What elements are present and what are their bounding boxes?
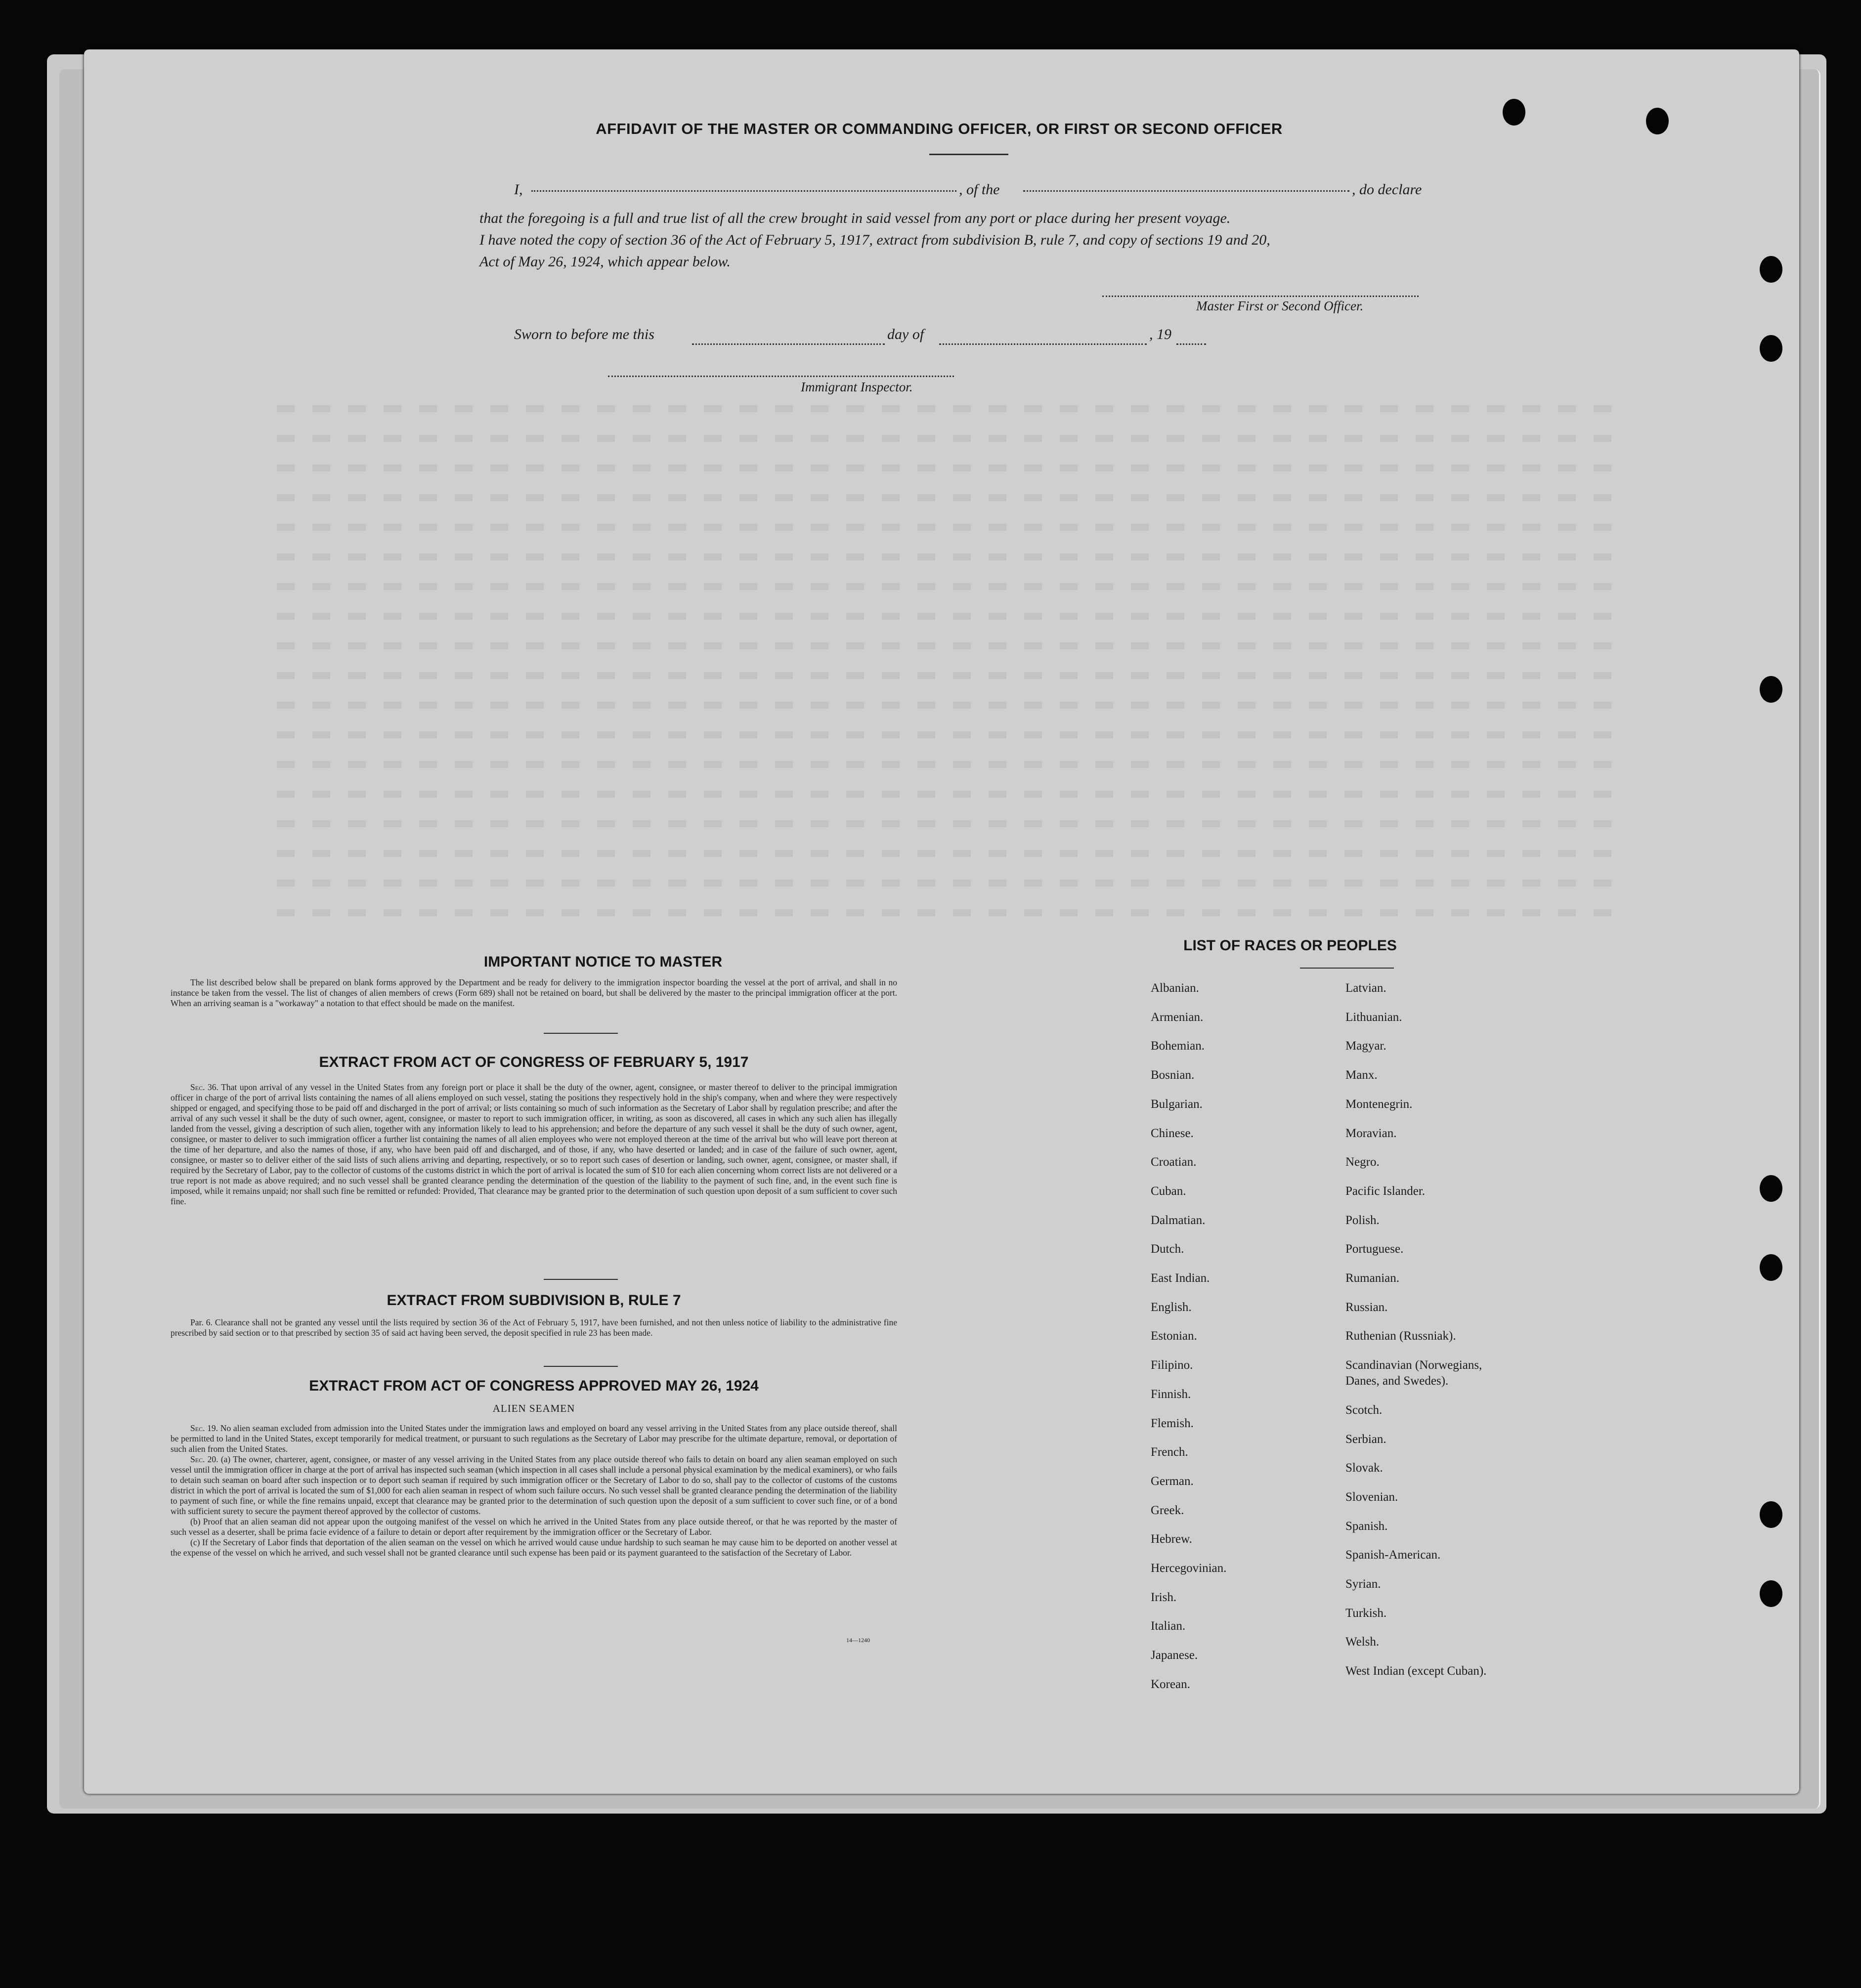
master-caption: Master First or Second Officer. xyxy=(1196,298,1364,313)
race-item: French. xyxy=(1151,1445,1188,1459)
inspector-caption: Immigrant Inspector. xyxy=(801,380,913,394)
vessel-name-field[interactable] xyxy=(1023,190,1349,192)
race-item: Ruthenian (Russniak). xyxy=(1345,1329,1456,1343)
race-item: Chinese. xyxy=(1151,1126,1194,1140)
punch-hole xyxy=(1646,108,1669,134)
extract-1917-title: EXTRACT FROM ACT OF CONGRESS OF FEBRUARY 5, 1917 xyxy=(319,1054,749,1070)
sworn-day-field[interactable] xyxy=(692,343,885,345)
affidavit-line-2: that the foregoing is a full and true list of all the crew brought in said vessel from any port or place during her present voyage. xyxy=(479,210,1231,226)
race-item: Korean. xyxy=(1151,1677,1190,1691)
extract-1924-title: EXTRACT FROM ACT OF CONGRESS APPROVED MAY 26, 1924 xyxy=(309,1378,759,1394)
race-item: Latvian. xyxy=(1345,981,1386,995)
inspector-signature-field[interactable] xyxy=(608,376,954,377)
punch-hole xyxy=(1760,1501,1782,1528)
sworn-month-field[interactable] xyxy=(939,343,1147,345)
race-item: Finnish. xyxy=(1151,1387,1191,1401)
sworn-label: Sworn to before me this xyxy=(514,326,654,342)
punch-hole xyxy=(1760,1175,1782,1202)
extract-1917-body: Sec. 36. That upon arrival of any vessel in the United States from any foreign port or place it shall be the duty of the owner, agent, consignee, or master thereof to deliver to the principal immigration officer in charge of the port of arrival lists containing the names of all aliens employed on such vessel, stating the positions they respectively hold in the ship's company, when and where they were respectively shipped or engaged, and specifying those to be paid off and discharged in the port of arrival; or lists containing so much of such information as the Secretary of Labor shall by regulation prescribe; and after the arrival of any such vessel it shall be the duty of such owner, agent, consignee, or master to report to such immigration officer, in writing, as soon as discovered, all cases in which any such alien has illegally landed from the vessel, giving a description of such alien, together with any information likely to lead to his apprehension; and before the departure of any such vessel it shall be the duty of such owner, agent, consignee, or master to deliver to such immigration officer a further list containing the names of all alien employees who were not employed thereon at the time of the arrival but who will leave port thereon at the time of her departure, and also the names of those, if any, who have been paid off and discharged, and of those, if any, who have deserted or landed; and in case of the failure of such owner, agent, consignee, or master so to deliver either of the said lists of such aliens arriving and departing, respectively, or so to report such cases of desertion or landing, such owner, agent, consignee, or master shall, if required by the Secretary of Labor, pay to the collector of customs of the customs district in which the port of arrival is located the sum of $10 for each alien concerning whom correct lists are not delivered or a true report is not made as above required; and no such vessel shall be granted clearance pending the determination of the question of the liability to the payment of such fine, and, in the event such fine is imposed, while it remains unpaid; nor shall such fine be remitted or refunded: Provided, That clearance may be granted prior to the determination of such question upon deposit of a sum sufficient to cover such fine. xyxy=(171,1082,897,1206)
rule7-body: Par. 6. Clearance shall not be granted any vessel until the lists required by section 36 of the Act of February 5, 1917, have been furnished, and not then unless notice of liability to the administrative fine prescribed by said section or to that prescribed by section 35 of said act having been served, the deposit specified in rule 23 has been made. xyxy=(171,1317,897,1338)
bleed-through-text xyxy=(277,405,1611,939)
race-item: Spanish-American. xyxy=(1345,1548,1441,1562)
race-item: Russian. xyxy=(1345,1300,1388,1314)
race-item: Dalmatian. xyxy=(1151,1213,1206,1227)
race-item: Turkish. xyxy=(1345,1606,1387,1620)
affidavit-line-3: I have noted the copy of section 36 of the Act of February 5, 1917, extract from subdivision B, rule 7, and copy of sections 19 and 20, xyxy=(479,232,1270,248)
alien-seamen-subtitle: ALIEN SEAMEN xyxy=(492,1402,575,1414)
race-item: Estonian. xyxy=(1151,1329,1197,1343)
notice-title: IMPORTANT NOTICE TO MASTER xyxy=(483,954,723,970)
sworn-year-label: , 19 xyxy=(1149,326,1171,342)
race-item: Dutch. xyxy=(1151,1242,1184,1256)
affidavit-do-declare-label: , do declare xyxy=(1352,181,1422,198)
race-item: Moravian. xyxy=(1345,1126,1397,1140)
divider xyxy=(544,1033,618,1034)
race-item: Bohemian. xyxy=(1151,1039,1205,1053)
punch-hole xyxy=(1503,99,1525,126)
affidavit-title: AFFIDAVIT OF THE MASTER OR COMMANDING OFFICER, OR FIRST OR SECOND OFFICER xyxy=(596,120,1283,137)
affidavit-line-4: Act of May 26, 1924, which appear below. xyxy=(479,254,731,270)
race-item: Syrian. xyxy=(1345,1577,1381,1591)
punch-hole xyxy=(1760,1254,1782,1281)
rule7-title: EXTRACT FROM SUBDIVISION B, RULE 7 xyxy=(387,1292,681,1309)
race-item: Italian. xyxy=(1151,1619,1186,1633)
race-item: Albanian. xyxy=(1151,981,1199,995)
divider xyxy=(544,1279,618,1280)
race-item: East Indian. xyxy=(1151,1271,1210,1285)
race-item: Rumanian. xyxy=(1345,1271,1400,1285)
race-item: German. xyxy=(1151,1474,1194,1488)
race-item: Hebrew. xyxy=(1151,1532,1192,1546)
race-item: Flemish. xyxy=(1151,1416,1194,1430)
punch-hole xyxy=(1760,676,1782,703)
race-item: Manx. xyxy=(1345,1068,1378,1082)
race-item: Bulgarian. xyxy=(1151,1097,1203,1111)
race-item: Spanish. xyxy=(1345,1519,1388,1533)
race-item: Slovenian. xyxy=(1345,1490,1398,1504)
races-title: LIST OF RACES OR PEOPLES xyxy=(1183,937,1397,954)
punch-hole xyxy=(1760,256,1782,283)
race-item: Hercegovinian. xyxy=(1151,1562,1227,1575)
race-item: Negro. xyxy=(1345,1155,1380,1169)
form-number: 14—1240 xyxy=(846,1637,870,1644)
punch-hole xyxy=(1760,335,1782,362)
race-item: Slovak. xyxy=(1345,1461,1383,1475)
master-signature-field[interactable] xyxy=(1102,296,1419,297)
extract-1924-body: Sec. 19. No alien seaman excluded from admission into the United States under the immigration laws and employed on board any vessel arriving in the United States from any place outside thereof, shall be permitted to land in the United States, except temporarily for medical treatment, or pursuant to such regulations as the Secretary of Labor may prescribe for the ultimate departure, removal, or deportation of such alien from the United States. Sec. 20. (a) The owner, charterer, agent, consignee, or master of any vessel arriving in the United States from any place outside thereof who fails to detain on board any alien seaman employed on such vessel until the immigration officer in charge at the port of arrival has inspected such seaman (which inspection in all cases shall include a personal physical examination by the medical examiners), or who fails to detain such seaman on board after such inspection or to deport such seaman if required by such immigration officer or the Secretary of Labor to do so, shall pay to the collector of customs of the customs district in which the port of arrival is located the sum of $1,000 for each alien seaman in respect of whom such failure occurs. No such vessel shall be granted clearance pending the determination of the liability to payment of such fine, or while the fine remains unpaid, except that clearance may be granted prior to the determination of such question upon the deposit of a sum sufficient to cover such fine, or of a bond with sufficient surety to secure the payment thereof approved by the collector of customs. (b) Proof that an alien seaman did not appear upon the outgoing manifest of the vessel on which he arrived in the United States from any place outside thereof, or that he was reported by the master of such vessel as a deserter, shall be prima facie evidence of a failure to detain or deport after requirement by the immigration officer or the Secretary of Labor. (c) If the Secretary of Labor finds that deportation of the alien seaman on the vessel on which he arrived would cause undue hardship to such seaman he may cause him to be deported on another vessel at the expense of the vessel on which he arrived, and such vessel shall not be granted clearance until such expense has been paid or its payment guaranteed to the satisfaction of the Secretary of Labor. xyxy=(171,1423,898,1558)
race-item: Pacific Islander. xyxy=(1345,1184,1426,1198)
race-item: Filipino. xyxy=(1151,1358,1193,1372)
race-item: Danes, and Swedes). xyxy=(1345,1374,1449,1388)
sworn-day-of-label: day of xyxy=(887,326,924,342)
affidavit-i-label: I, xyxy=(514,181,523,198)
race-item: West Indian (except Cuban). xyxy=(1345,1664,1487,1678)
race-item: Polish. xyxy=(1345,1213,1380,1227)
race-item: Scotch. xyxy=(1345,1403,1383,1417)
race-item: Armenian. xyxy=(1151,1010,1204,1024)
divider xyxy=(1300,968,1394,969)
divider xyxy=(544,1366,618,1367)
sworn-year-field[interactable] xyxy=(1176,343,1206,345)
divider xyxy=(929,154,1008,155)
punch-hole xyxy=(1760,1580,1782,1607)
race-item: Lithuanian. xyxy=(1345,1010,1402,1024)
race-item: Bosnian. xyxy=(1151,1068,1195,1082)
race-item: Japanese. xyxy=(1151,1649,1198,1662)
race-item: Greek. xyxy=(1151,1503,1184,1517)
affidavit-of-the-label: , of the xyxy=(959,181,1000,198)
race-item: Magyar. xyxy=(1345,1039,1386,1053)
race-item: Montenegrin. xyxy=(1345,1097,1413,1111)
race-item: Serbian. xyxy=(1345,1432,1386,1446)
race-item: English. xyxy=(1151,1300,1192,1314)
race-item: Welsh. xyxy=(1345,1635,1380,1649)
race-item: Irish. xyxy=(1151,1590,1177,1604)
notice-body: The list described below shall be prepared on blank forms approved by the Department and be ready for delivery to the immigration inspector boarding the vessel at the port of arrival, and shall in no instance be taken from the vessel. The list of changes of alien members of crews (Form 689) shall not be retained on board, but shall be delivered by the master to the principal immigration officer at the port. When an arriving seaman is a "workaway" a notation to that effect should be made on the manifest. xyxy=(171,977,897,1008)
race-item: Cuban. xyxy=(1151,1184,1186,1198)
race-item: Portuguese. xyxy=(1345,1242,1404,1256)
race-item: Croatian. xyxy=(1151,1155,1197,1169)
race-item: Scandinavian (Norwegians, xyxy=(1345,1358,1482,1372)
master-name-field[interactable] xyxy=(531,190,956,192)
